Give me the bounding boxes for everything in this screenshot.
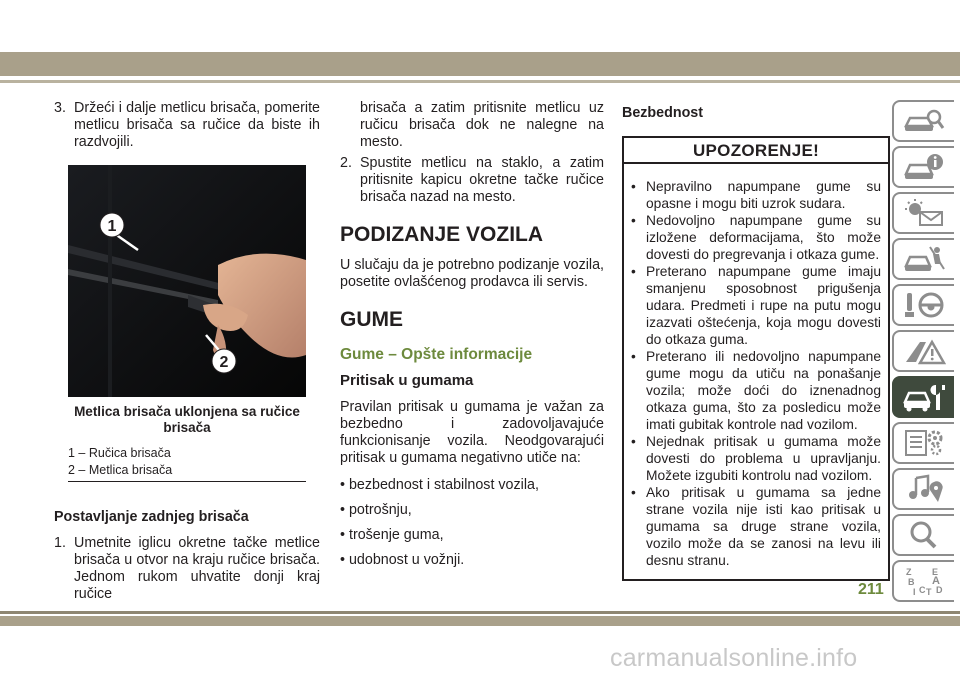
step-text: Spustite metlicu na staklo, a zatim pritisnite kapicu okretne tačke ručice brisača nazad na mesto. bbox=[360, 155, 604, 205]
tab-multimedia[interactable] bbox=[892, 468, 954, 510]
list-item: • potrošnju, bbox=[340, 502, 412, 518]
car-wrench-icon bbox=[902, 382, 946, 412]
tab-car-info[interactable] bbox=[892, 146, 954, 188]
step-1-continued: brisača a zatim pritisnite metlicu uz ručicu brisača dok ne nalegne na mesto. bbox=[360, 100, 604, 150]
callout-2: 2 bbox=[219, 354, 229, 371]
warning-list bbox=[624, 164, 888, 579]
column-right bbox=[622, 100, 890, 581]
list-item: • bezbednost i stabilnost vozila, bbox=[340, 477, 539, 493]
svg-text:E: E bbox=[932, 567, 939, 577]
rear-wiper-heading: Postavljanje zadnjeg brisača bbox=[54, 509, 249, 525]
warning-item: • Ako pritisak u gumama sa jedne strane vozila nije isti kao pritisak u gumama sa druge strane vozila, vozilo može da se zanosi na levu ili desnu stranu. bbox=[631, 485, 881, 568]
step-2 bbox=[340, 155, 604, 206]
svg-text:C: C bbox=[919, 585, 926, 595]
svg-text:T: T bbox=[926, 587, 932, 596]
svg-text:A: A bbox=[932, 575, 940, 587]
magnifier-icon bbox=[902, 520, 946, 550]
warning-title: UPOZORENJE! bbox=[624, 138, 888, 164]
warning-item: • Nepravilno napumpane gume su opasne i mogu biti uzrok sudara. bbox=[631, 179, 881, 211]
pressure-text: Pravilan pritisak u gumama je važan za bezbedno i zadovoljavajuće funkcionisanje vozila. Neodgovarajući pritisak u gumama negativno utiče na: bbox=[340, 399, 604, 466]
svg-text:Z: Z bbox=[906, 567, 912, 577]
column-left bbox=[54, 100, 320, 607]
steering-wheel-icon bbox=[902, 290, 946, 320]
step-1 bbox=[54, 535, 320, 603]
warning-box bbox=[622, 136, 890, 581]
tires-general-heading: Gume – Opšte informacije bbox=[340, 346, 533, 363]
warning-item: • Preterano ili nedovoljno napumpane gume mogu da utiču na ponašanje vozila; može doći do iznenadnog otkaza guma, što za posledicu može imati gubitak kontrole nad vozilom. bbox=[631, 349, 881, 432]
tab-index[interactable] bbox=[892, 560, 954, 602]
tab-warning-lights[interactable] bbox=[892, 192, 954, 234]
page-number: 211 bbox=[858, 581, 884, 598]
header-rule bbox=[0, 80, 960, 83]
step-text: Umetnite iglicu okretne tačke metlice brisača u otvor na kraju ručice brisača. Jednom rukom uhvatite donji kraj ručice bbox=[74, 535, 320, 602]
tab-car-inspection[interactable] bbox=[892, 100, 954, 142]
tab-safety[interactable] bbox=[892, 238, 954, 280]
wiper-photo bbox=[68, 165, 306, 397]
step-number: 2. bbox=[340, 155, 352, 171]
tab-technical-specs[interactable] bbox=[892, 422, 954, 464]
warning-item: • Nejednak pritisak u gumama može dovesti do problema u upravljanju. Možete izgubiti kontrolu nad vozilom. bbox=[631, 434, 881, 483]
music-nav-icon bbox=[902, 474, 946, 504]
list-item: • udobnost u vožnji. bbox=[340, 552, 465, 568]
car-magnifier-icon bbox=[902, 106, 946, 136]
section-heading-lift: PODIZANJE VOZILA bbox=[340, 223, 544, 246]
footer-band bbox=[0, 616, 960, 626]
section-heading-tires: GUME bbox=[340, 308, 403, 331]
car-airbag-icon bbox=[902, 244, 946, 274]
safety-heading: Bezbednost bbox=[622, 105, 704, 121]
column-middle bbox=[340, 100, 604, 577]
callout-1: 1 bbox=[107, 218, 117, 235]
footer-rule bbox=[0, 611, 960, 614]
svg-text:B: B bbox=[908, 577, 915, 587]
step-3 bbox=[54, 100, 320, 151]
road-warning-icon bbox=[902, 336, 946, 366]
tab-service-maintenance[interactable] bbox=[892, 376, 954, 418]
legend-item: 1 – Ručica brisača bbox=[68, 446, 171, 460]
caption-rule bbox=[68, 481, 306, 482]
header-band bbox=[0, 52, 960, 76]
warning-item: • Nedovoljno napumpane gume su izložene deformacijama, što može dovesti do pregrevanja i otkaza gume. bbox=[631, 213, 881, 262]
list-item: • trošenje guma, bbox=[340, 527, 444, 543]
step-number: 3. bbox=[54, 100, 66, 116]
watermark: carmanualsonline.info bbox=[610, 644, 858, 672]
settings-list-icon bbox=[902, 428, 946, 458]
legend-item: 2 – Metlica brisača bbox=[68, 463, 173, 477]
tab-emergency[interactable] bbox=[892, 330, 954, 372]
pressure-heading: Pritisak u gumama bbox=[340, 372, 474, 389]
chapter-tabs bbox=[892, 100, 954, 606]
tab-driving[interactable] bbox=[892, 284, 954, 326]
step-text: Držeći i dalje metlicu brisača, pomerite metlicu brisača sa ručice da biste ih razdvojili. bbox=[74, 100, 320, 150]
car-info-icon bbox=[902, 152, 946, 182]
warning-item: • Preterano napumpane gume imaju smanjenu sposobnost prigušenja udara. Predmeti i rupe na putu mogu izazvati oštećenja, koja mogu dovesti do otkaza guma. bbox=[631, 264, 881, 347]
figure-caption: Metlica brisača uklonjena sa ručice brisača bbox=[74, 404, 300, 435]
index-letters-icon bbox=[902, 566, 946, 596]
tab-search[interactable] bbox=[892, 514, 954, 556]
warning-lights-mail-icon bbox=[902, 198, 946, 228]
svg-text:D: D bbox=[936, 585, 943, 595]
lift-text: U slučaju da je potrebno podizanje vozila, posetite ovlašćenog prodavca ili servis. bbox=[340, 257, 604, 290]
svg-text:I: I bbox=[913, 587, 916, 596]
step-number: 1. bbox=[54, 535, 66, 551]
